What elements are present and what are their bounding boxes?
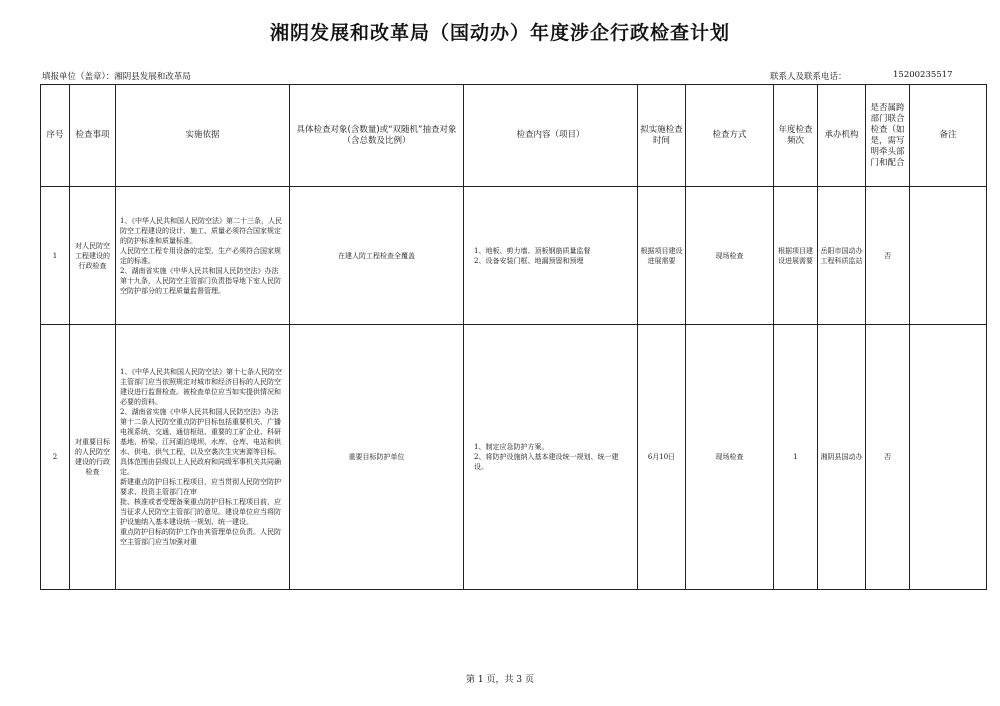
header-object: 具体检查对象(含数量)或“双随机”抽查对象（含总数及比例） xyxy=(290,85,464,187)
cell-content: 1、地板、剪力墙、顶板钢筋质量监督 2、设备安装门框、地漏预留和预埋 xyxy=(464,187,638,325)
table-header-row xyxy=(41,85,987,187)
cell-object: 重要目标防护单位 xyxy=(290,325,464,590)
cell-no: 2 xyxy=(41,325,70,590)
cell-basis: 1、《中华人民共和国人民防空法》第十七条人民防空主管部门应当依照规定对城市和经济目标的人民防空建设进行监督检查。被检查单位应当如实提供情况和必要的资料。 2、湖南省实施《中华人民共和国人民防空法》办法第十二条人民防空重点防护目标包括重要机关、广播电视系统、交通、通信枢纽、重要的工矿企业、科研基地、桥梁、江河湖泊堤坝、水库、仓库、电站和供水、供电、供气工程，以及空袭次生灾害源等目标。具体范围由县级以上人民政府和同级军事机关共同确定。 新建重点防护目标工程项目，应当贯彻人民防空防护要求、投资主管部门在审 批、核准或者受理备案重点防护目标工程项目前，应当征求人民防空主管部门的意见。建设单位应当将防护设施纳入基本建设统一规划、统一建设。 重点防护目标的防护工作由其管理单位负责。人民防空主管部门应当加强对重 xyxy=(116,325,290,590)
inspection-plan-table xyxy=(40,84,987,590)
cell-joint: 否 xyxy=(866,187,910,325)
cell-frequency: 1 xyxy=(774,325,818,590)
cell-remark xyxy=(910,187,987,325)
contact-phone: 15200235517 xyxy=(893,70,953,80)
table-row xyxy=(41,325,987,590)
table-row xyxy=(41,187,987,325)
header-joint: 是否属跨部门联合检查（如是，需写明牵头部门和配合 xyxy=(866,85,910,187)
header-no: 序号 xyxy=(41,85,70,187)
page-footer: 第 1 页，共 3 页 xyxy=(466,675,534,685)
cell-content: 1、制定应急防护方案。 2、将防护设施纳入基本建设统一规划、统一建设。 xyxy=(464,325,638,590)
cell-remark xyxy=(910,325,987,590)
cell-time: 根据项目建设进展需要 xyxy=(638,187,686,325)
header-agency: 承办机构 xyxy=(818,85,866,187)
cell-method: 现场检查 xyxy=(686,187,774,325)
cell-agency: 岳阳市国动办工程科质监站 xyxy=(818,187,866,325)
cell-basis: 1、《中华人民共和国人民防空法》第二十三条，人民防空工程建设的设计、施工、质量必须符合国家规定的防护标准和质量标准。 人民防空工程专用设备的定型、生产必须符合国家规定的标准。 2、湖南省实施《中华人民共和国人民防空法》办法第十九条，人民防空主管部门负责指导地下室人民防空防护部分的工程质量监督管理。 xyxy=(116,187,290,325)
cell-joint: 否 xyxy=(866,325,910,590)
cell-item: 对人民防空工程建设的行政检查 xyxy=(70,187,116,325)
page-title: 湘阴发展和改革局（国动办）年度涉企行政检查计划 xyxy=(269,22,730,44)
cell-item: 对重要目标的人民防空建设的行政检查 xyxy=(70,325,116,590)
contact-label: 联系人及联系电话： xyxy=(770,72,847,82)
cell-method: 现场检查 xyxy=(686,325,774,590)
cell-agency: 湘阴县国动办 xyxy=(818,325,866,590)
header-item: 检查事项 xyxy=(70,85,116,187)
header-content: 检查内容（项目） xyxy=(464,85,638,187)
cell-time: 6月10日 xyxy=(638,325,686,590)
header-frequency: 年度检查频次 xyxy=(774,85,818,187)
cell-object: 在建人防工程检查全覆盖 xyxy=(290,187,464,325)
header-remark: 备注 xyxy=(910,85,987,187)
header-method: 检查方式 xyxy=(686,85,774,187)
cell-frequency: 根据项目建设进展需要 xyxy=(774,187,818,325)
header-basis: 实施依据 xyxy=(116,85,290,187)
header-time: 拟实施检查时间 xyxy=(638,85,686,187)
cell-no: 1 xyxy=(41,187,70,325)
filling-unit: 填报单位（盖章）：湘阴县发展和改革局 xyxy=(42,72,191,82)
